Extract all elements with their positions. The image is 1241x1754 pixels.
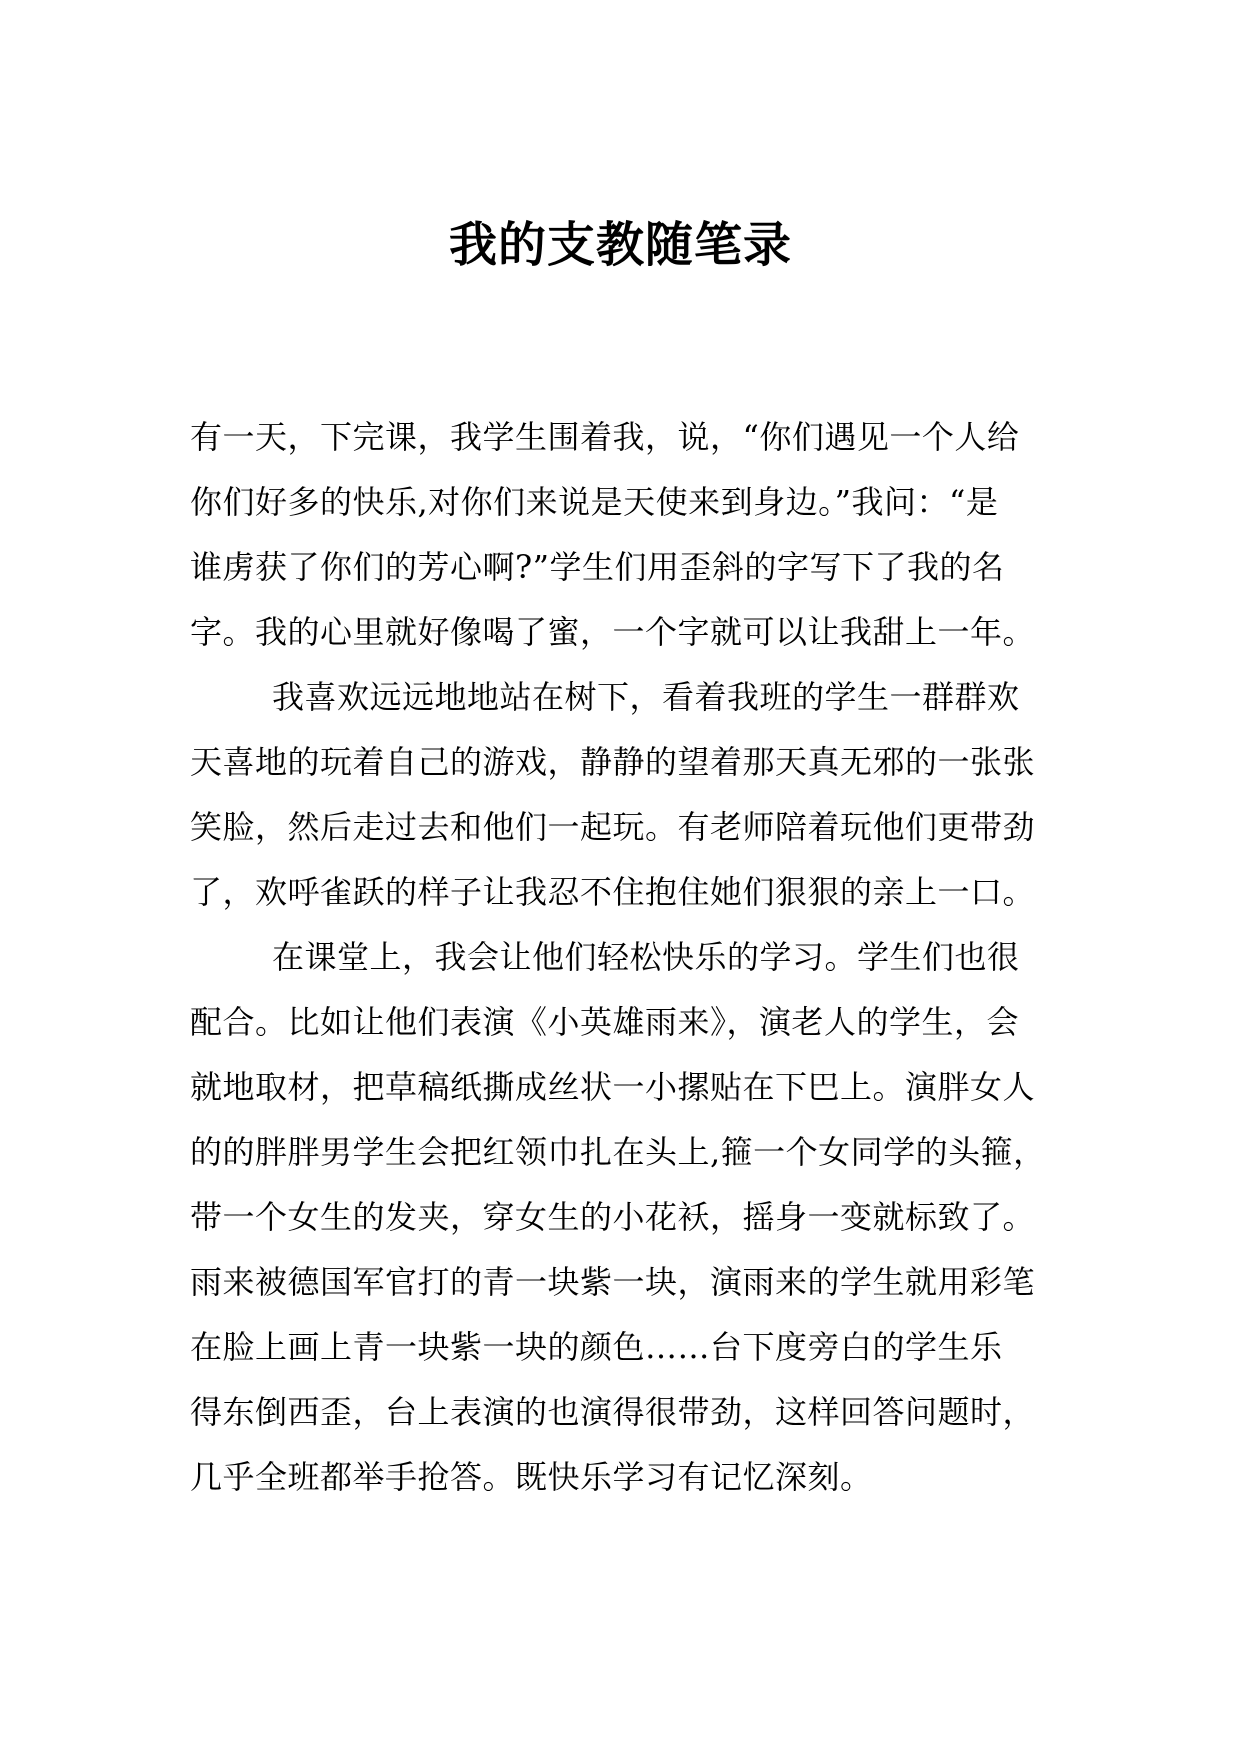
body-line: 就地取材，把草稿纸撕成丝状一小摞贴在下巴上。演胖女人 bbox=[190, 1068, 1036, 1106]
body-line: 天喜地的玩着自己的游戏，静静的望着那天真无邪的一张张 bbox=[190, 743, 1036, 781]
document-title: 我的支教随笔录 bbox=[448, 217, 792, 273]
body-line: 你们好多的快乐,对你们来说是天使来到身边。”我问：“是 bbox=[190, 483, 999, 521]
body-line: 了，欢呼雀跃的样子让我忍不住抱住她们狠狠的亲上一口。 bbox=[190, 873, 1036, 911]
body-line: 在脸上画上青一块紫一块的颜色……台下度旁白的学生乐 bbox=[190, 1328, 1003, 1366]
body-line: 带一个女生的发夹，穿女生的小花袄，摇身一变就标致了。 bbox=[190, 1198, 1036, 1236]
body-line: 有一天，下完课，我学生围着我，说，“你们遇见一个人给 bbox=[190, 418, 1020, 456]
body-line: 雨来被德国军官打的青一块紫一块，演雨来的学生就用彩笔 bbox=[190, 1263, 1036, 1301]
body-line: 谁虏获了你们的芳心啊?”学生们用歪斜的字写下了我的名 bbox=[190, 548, 1005, 586]
body-line: 在课堂上，我会让他们轻松快乐的学习。学生们也很 bbox=[272, 938, 1020, 976]
body-line: 的的胖胖男学生会把红领巾扎在头上,箍一个女同学的头箍， bbox=[190, 1133, 1046, 1171]
body-line: 几乎全班都举手抢答。既快乐学习有记忆深刻。 bbox=[190, 1458, 873, 1496]
body-line: 笑脸，然后走过去和他们一起玩。有老师陪着玩他们更带劲 bbox=[190, 808, 1036, 846]
body-line: 字。我的心里就好像喝了蜜，一个字就可以让我甜上一年。 bbox=[190, 613, 1036, 651]
body-line: 我喜欢远远地地站在树下，看着我班的学生一群群欢 bbox=[272, 678, 1020, 716]
document-body bbox=[190, 405, 1070, 1510]
body-line: 得东倒西歪，台上表演的也演得很带劲，这样回答问题时， bbox=[190, 1393, 1036, 1431]
body-line: 配合。比如让他们表演《小英雄雨来》，演老人的学生，会 bbox=[190, 1003, 1020, 1041]
